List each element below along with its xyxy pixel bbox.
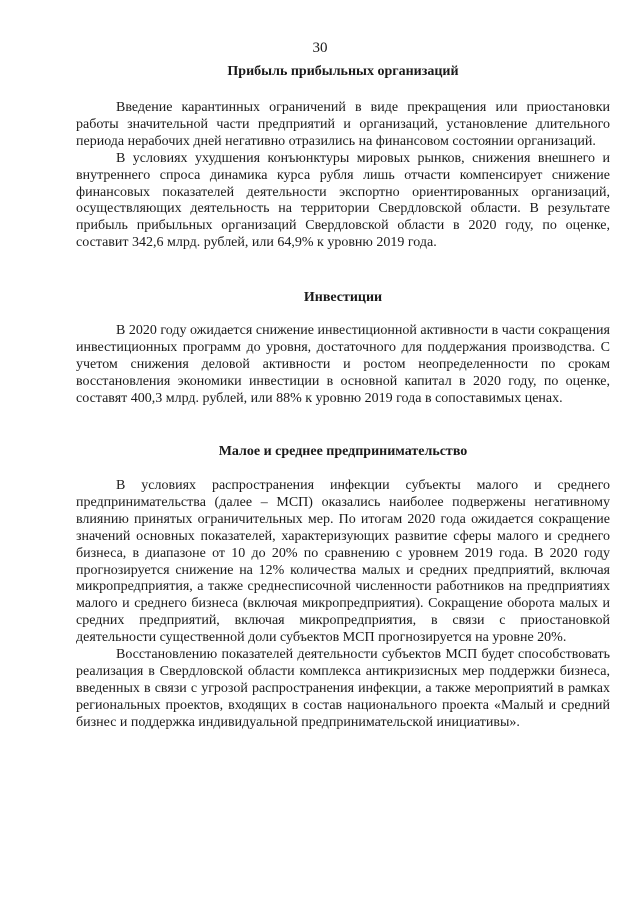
paragraph: Введение карантинных ограничений в виде прекращения или приостановки работы значительной части предприятий и организаций, установление длительного периода нерабочих дней негативно отразились на финансовом состоянии организаций. xyxy=(76,100,610,149)
section-title-investments: Инвестиции xyxy=(303,290,383,305)
paragraph: В условиях распространения инфекции субъекты малого и среднего предпринимательства (далее – МСП) оказались наиболее подвержены негативному влиянию принятых ограничительных мер. По итогам 2020 года ожидается сокращение значений основных показателей, характеризующих развитие сферы малого и среднего бизнеса, в диапазоне от 10 до 20% по сравнению с уровнем 2019 года. В 2020 году прогнозируется снижение на 12% количества малых и средних предприятий, включая микропредприятия, а также среднесписочной численности работников на предприятиях малого и среднего бизнеса (включая микропредприятия). Сокращение оборота малых и средних предприятий, включая микропредприятия, в связи с приостановкой деятельности существенной доли субъектов МСП прогнозируется на уровне 20%. xyxy=(76,478,610,646)
section-small-business xyxy=(76,444,610,732)
section-profit xyxy=(76,64,610,252)
paragraph: В условиях ухудшения конъюнктуры мировых рынков, снижения внешнего и внутреннего спроса динамика курса рубля лишь отчасти компенсирует снижение финансовых показателей деятельности экспортно ориентированных организаций, осуществляющих деятельность на территории Свердловской области. В результате прибыль прибыльных организаций Свердловской области в 2020 году, по оценке, составит 342,6 млрд. рублей, или 64,9% к уровню 2019 года. xyxy=(76,150,610,251)
section-investments xyxy=(76,290,610,408)
section-title-profit: Прибыль прибыльных организаций xyxy=(227,64,459,79)
page-number: 30 xyxy=(312,40,328,56)
paragraph: Восстановлению показателей деятельности субъектов МСП будет способствовать реализация в Свердловской области комплекса антикризисных мер поддержки бизнеса, введенных в связи с угрозой распространения инфекции, а также мероприятий в рамках региональных проектов, входящих в состав национального проекта «Малый и средний бизнес и поддержка индивидуальной предпринимательской инициативы». xyxy=(76,647,610,730)
paragraph: В 2020 году ожидается снижение инвестиционной активности в части сокращения инвестиционных программ до уровня, достаточного для поддержания производства. С учетом снижения деловой активности и ростом неопределенности по срокам восстановления экономики инвестиции в основной капитал в 2020 году, по оценке, составят 400,3 млрд. рублей, или 88% к уровню 2019 года в сопоставимых ценах. xyxy=(76,323,610,406)
section-title-small-business: Малое и среднее предпринимательство xyxy=(218,444,468,459)
